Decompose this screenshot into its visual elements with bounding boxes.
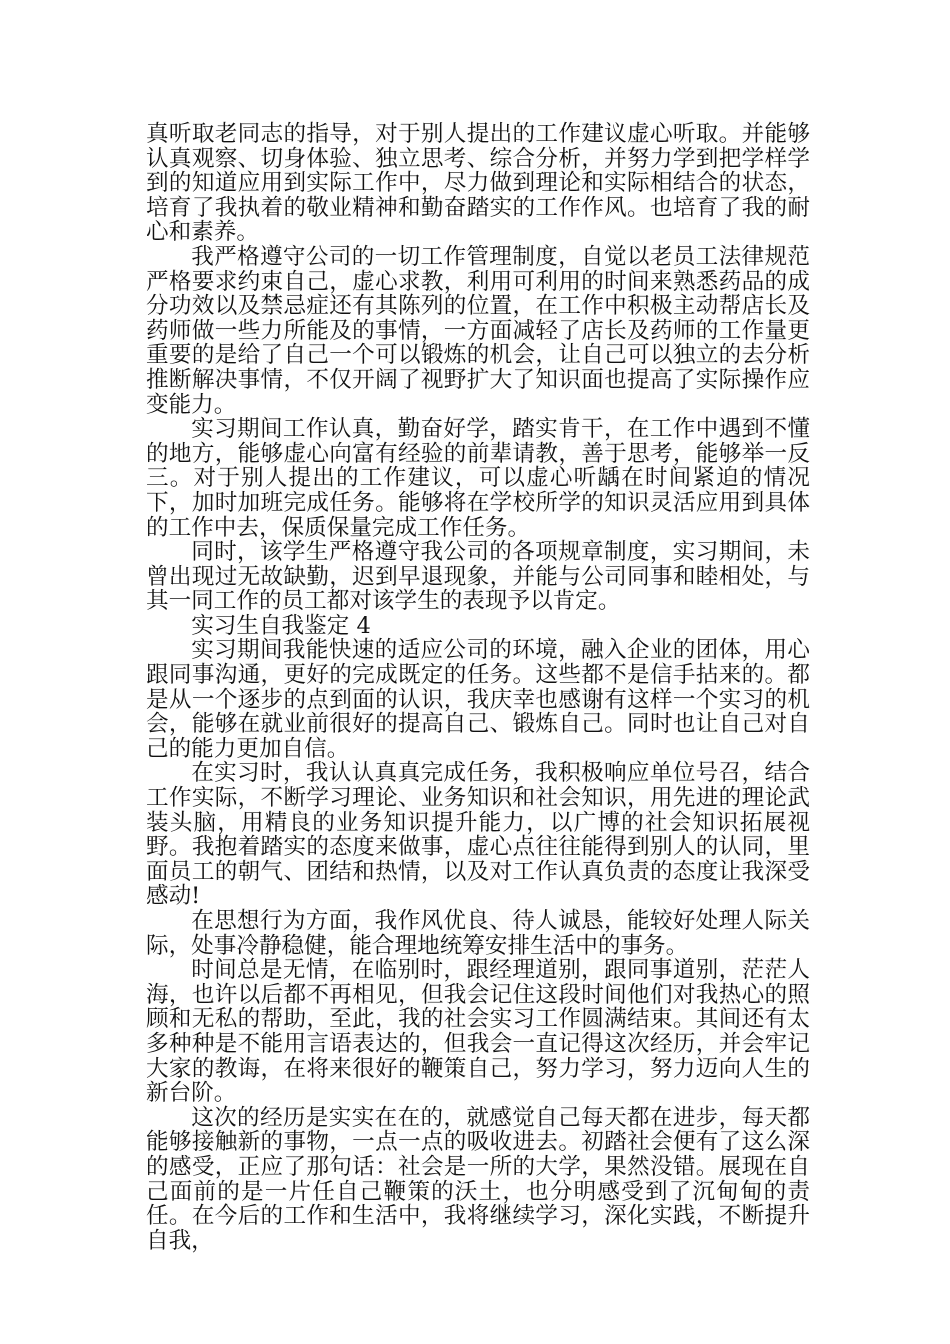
paragraph-adaptation: 实习期间我能快速的适应公司的环境，融入企业的团体，用心跟同事沟通，更好的完成既定的任务。这些都不是信手拈来的。都是从一个逐步的点到面的认识，我庆幸也感谢有这样一个实习的机会，能够在就业前很好的提高自己、锻炼自己。同时也让自己对自己的能力更加自信。	[146, 637, 810, 762]
paragraph-farewell: 时间总是无情，在临别时，跟经理道别，跟同事道别，茫茫人海，也许以后都不再相见，但我会记住这段时间他们对我热心的照顾和无私的帮助，至此，我的社会实习工作圆满结束。其间还有太多种种是不能用言语表达的，但我会一直记得这次经历，并会牢记大家的教诲，在将来很好的鞭策自己，努力学习，努力迈向人生的新台阶。	[146, 957, 810, 1107]
section-heading: 实习生自我鉴定 4	[191, 612, 371, 639]
paragraph-experience: 这次的经历是实实在在的，就感觉自己每天都在进步，每天都能够接触新的事物，一点一点的吸收进去。初踏社会便有了这么深的感受，正应了那句话：社会是一所的大学，果然没错。展现在自己面前的是一片任自己鞭策的沃土，也分明感受到了沉甸甸的责任。在今后的工作和生活中，我将继续学习，深化实践，不断提升自我，	[146, 1104, 810, 1254]
document-page	[146, 122, 810, 1253]
paragraph-company-rules: 我严格遵守公司的一切工作管理制度，自觉以老员工法律规范严格要求约束自己，虚心求教，利用可利用的时间来熟悉药品的成分功效以及禁忌症还有其陈列的位置，在工作中积极主动帮店长及药师做一些力所能及的事情，一方面减轻了店长及药师的工作量更重要的是给了自己一个可以锻炼的机会，让自己可以独立的去分析推断解决事情，不仅开阔了视野扩大了知识面也提高了实际操作应变能力。	[146, 243, 810, 418]
paragraph-continuation: 真听取老同志的指导，对于别人提出的工作建议虚心听取。并能够认真观察、切身体验、独立思考、综合分析，并努力学到把学样学到的知道应用到实际工作中，尽力做到理论和实际相结合的状态，培育了我执着的敬业精神和勤奋踏实的工作作风。也培育了我的耐心和素养。	[146, 121, 810, 246]
paragraph-conduct: 在思想行为方面，我作风优良、待人诚恳，能较好处理人际关际，处事冷静稳健，能合理地统筹安排生活中的事务。	[146, 908, 810, 959]
paragraph-during-internship: 在实习时，我认认真真完成任务，我积极响应单位号召，结合工作实际，不断学习理论、业务知识和社会知识，用先进的理论武装头脑，用精良的业务知识提升能力，以广博的社会知识拓展视野。我抱着踏实的态度来做事，虚心点往往能得到别人的认同，里面员工的朝气、团结和热情，以及对工作认真负责的态度让我深受感动!	[146, 760, 810, 910]
paragraph-company-evaluation: 同时，该学生严格遵守我公司的各项规章制度，实习期间，未曾出现过无故缺勤，迟到早退现象，并能与公司同事和睦相处，与其一同工作的员工都对该学生的表现予以肯定。	[146, 539, 810, 615]
paragraph-work-attitude: 实习期间工作认真，勤奋好学，踏实肯干，在工作中遇到不懂的地方，能够虚心向富有经验的前辈请教，善于思考，能够举一反三。对于别人提出的工作建议，可以虚心听龋在时间紧迫的情况下，加时加班完成任务。能够将在学校所学的知识灵活应用到具体的工作中去，保质保量完成工作任务。	[146, 416, 810, 541]
